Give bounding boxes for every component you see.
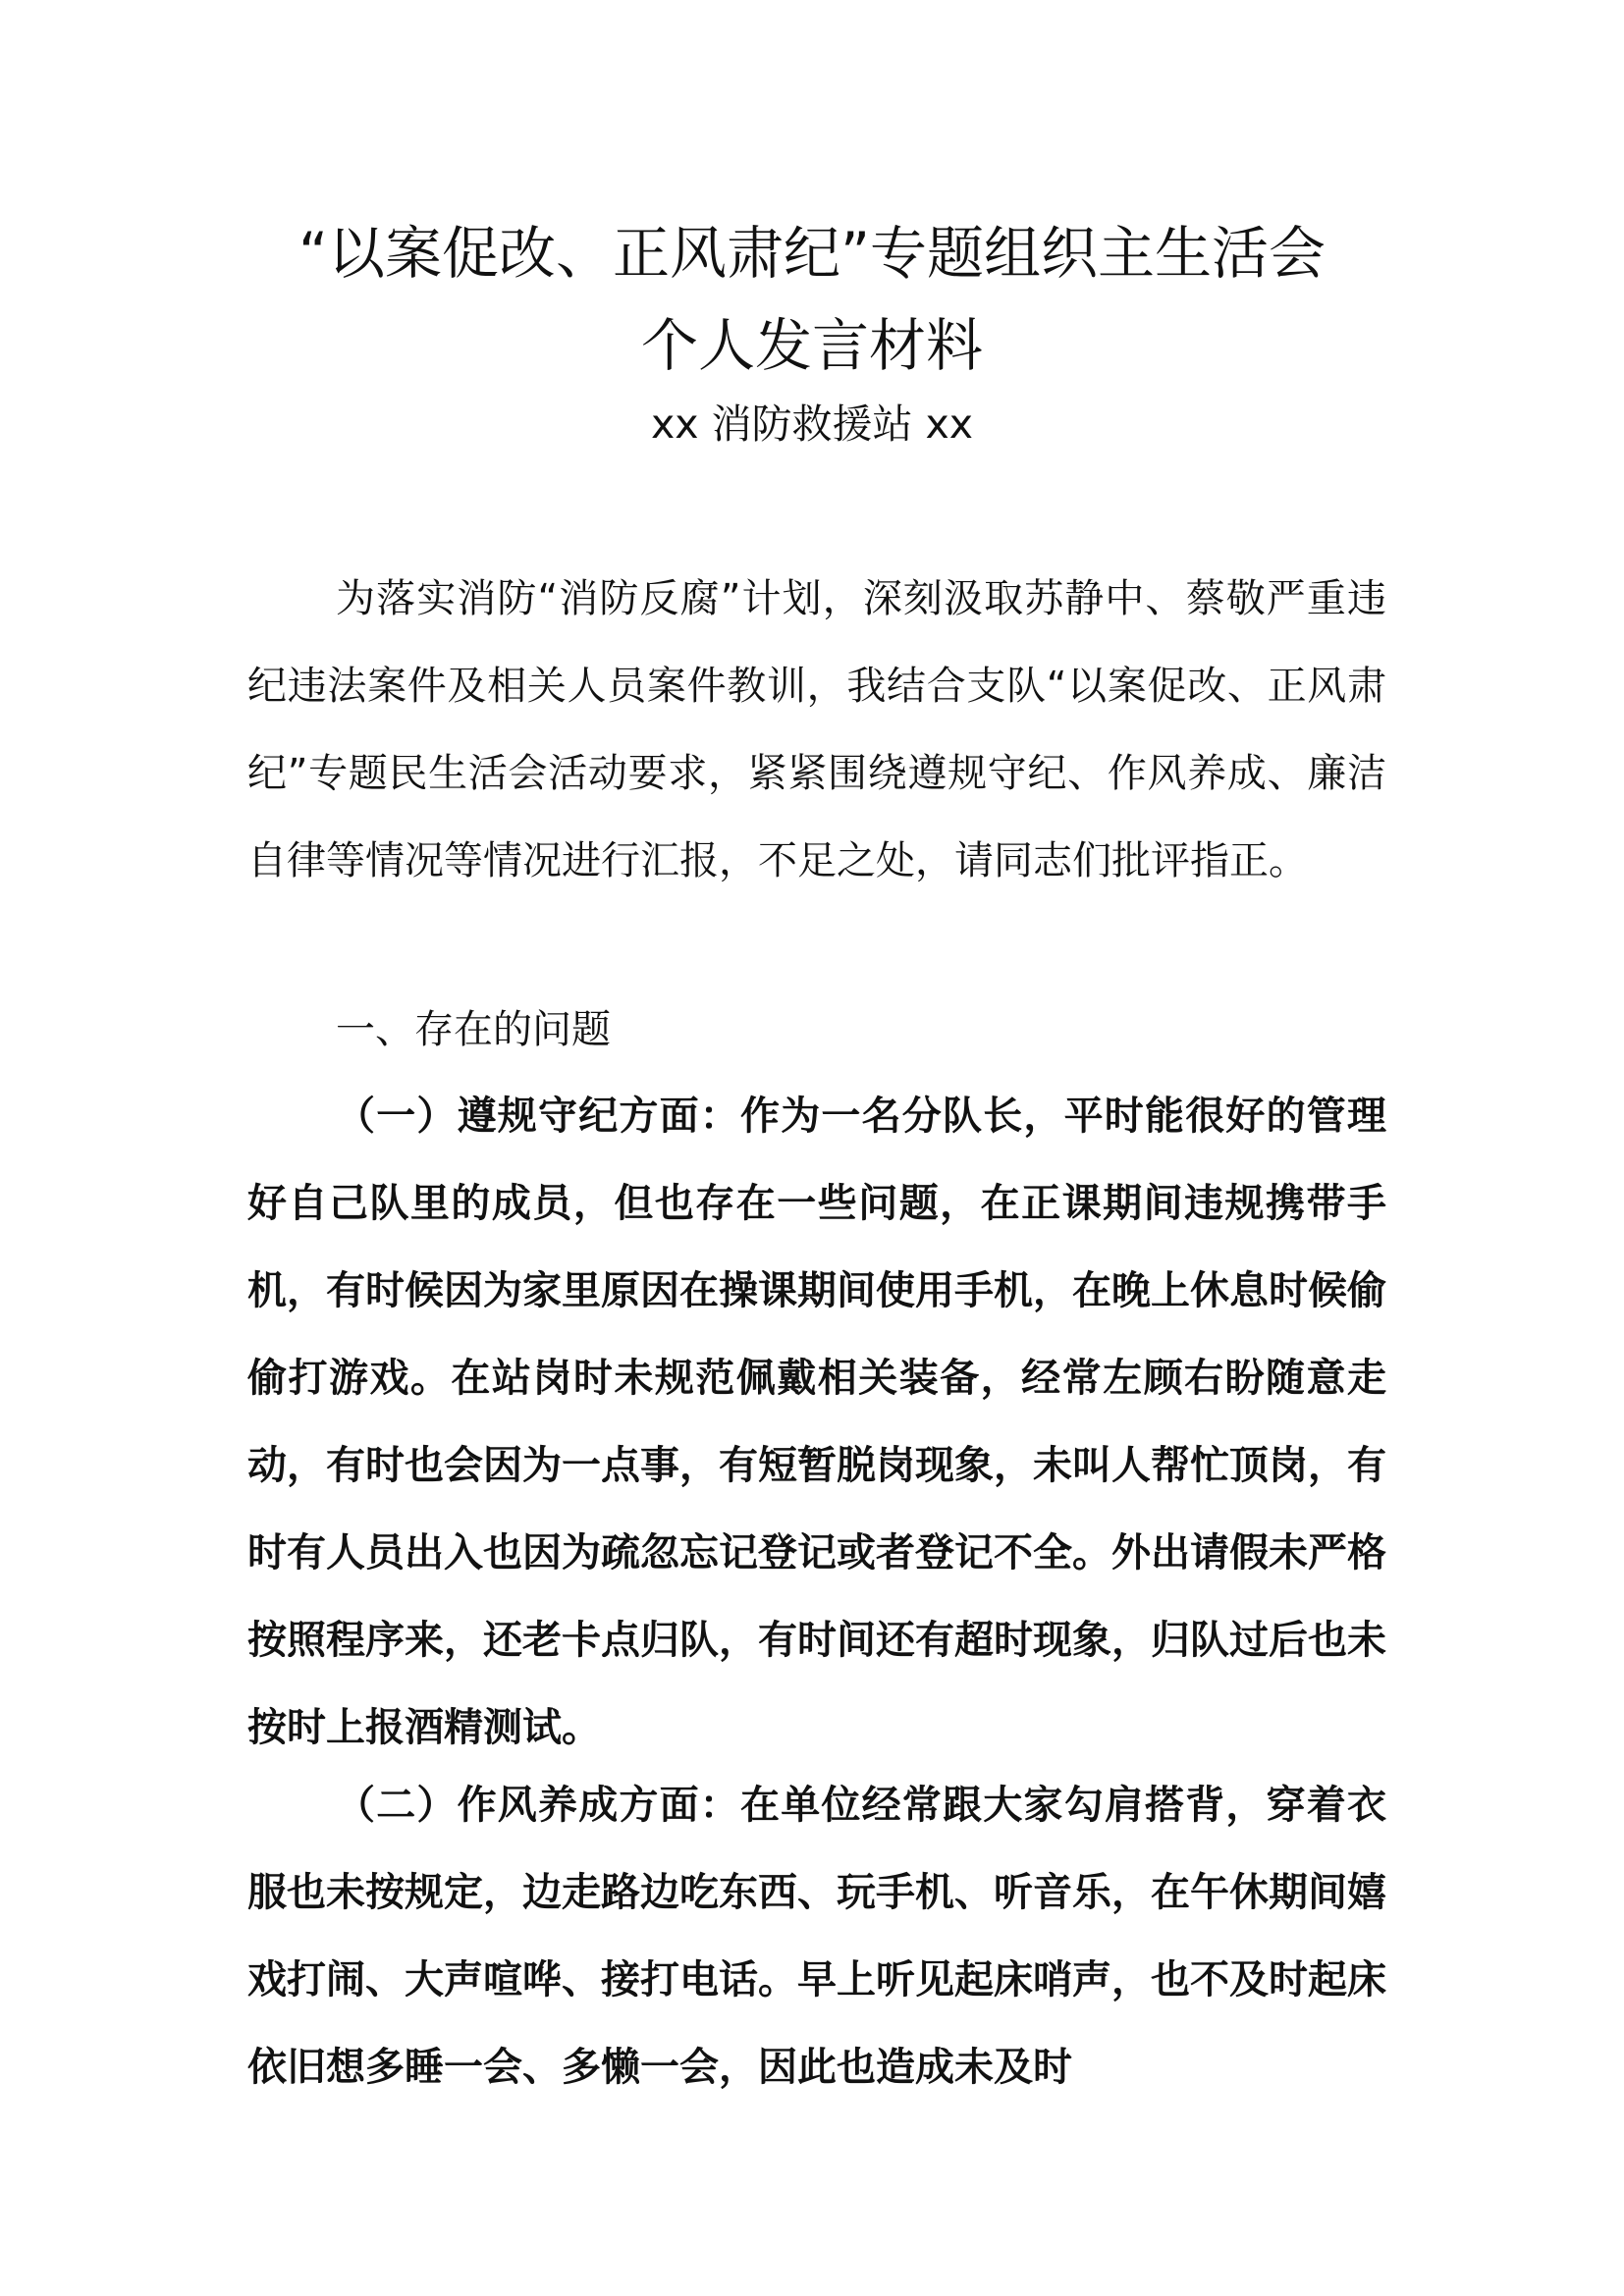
intro-paragraph: 为落实消防“消防反腐”计划，深刻汲取苏静中、蔡敬严重违纪违法案件及相关人员案件教训，我结合支队“以案促改、正风肃纪”专题民生活会活动要求，紧紧围绕遵规守纪、作风养成、廉洁自律等情况等情况进行汇报，不足之处，请同志们批评指正。 xyxy=(247,576,1386,883)
document-title-line-2: 个人发言材料 xyxy=(640,312,983,379)
section-heading-problems: 一、存在的问题 xyxy=(336,1007,611,1052)
section-discipline-paragraph: （一）遵规守纪方面：作为一名分队长，平时能很好的管理好自己队里的成员，但也存在一些问题，在正课期间违规携带手机，有时候因为家里原因在操课期间使用手机，在晚上休息时候偷偷打游戏。在站岗时未规范佩戴相关装备，经常左顾右盼随意走动，有时也会因为一点事，有短暂脱岗现象，未叫人帮忙顶岗，有时有人员出入也因为疏忽忘记登记或者登记不全。外出请假未严格按照程序来，还老卡点归队，有时间还有超时现象，归队过后也未按时上报酒精测试。 xyxy=(247,1094,1386,1750)
section-style-paragraph: （二）作风养成方面：在单位经常跟大家勾肩搭背，穿着衣服也未按规定，边走路边吃东西、玩手机、听音乐，在午休期间嬉戏打闹、大声喧哗、接打电话。早上听见起床哨声，也不及时起床依旧想多睡一会、多懒一会，因此也造成未及时 xyxy=(247,1783,1386,2090)
document-author: xx 消防救援站 xx xyxy=(650,400,974,448)
document-title-line-1: “以案促改、正风肃纪”专题组织主生活会 xyxy=(298,220,1326,287)
